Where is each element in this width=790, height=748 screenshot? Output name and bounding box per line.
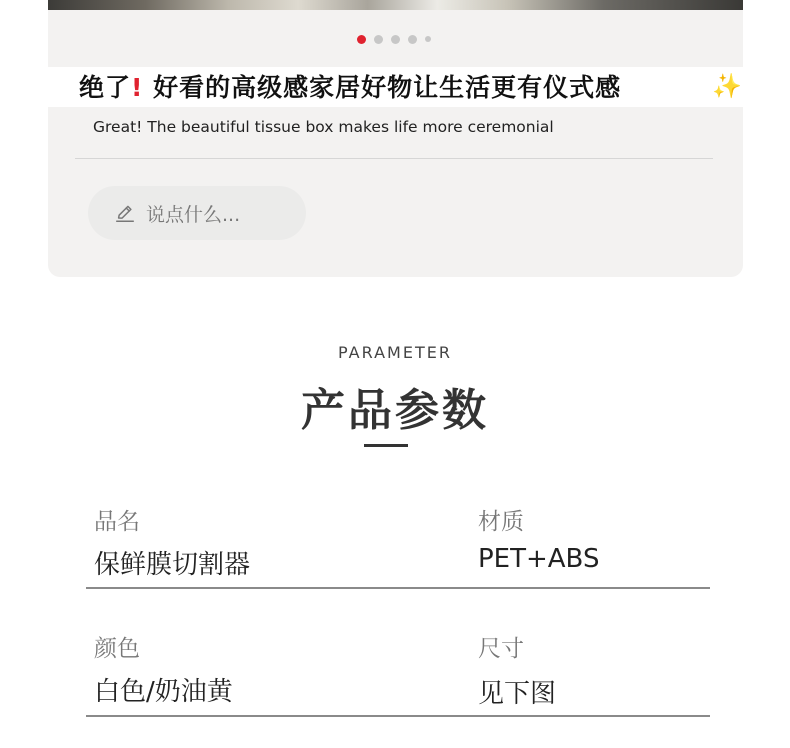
spec-label-size: 尺寸 — [478, 636, 524, 662]
title-underline — [364, 444, 408, 447]
headline-exclamation: ! — [131, 73, 144, 102]
spec-label-name: 品名 — [94, 509, 140, 535]
pencil-icon — [114, 202, 136, 224]
spec-value-color: 白色/奶油黄 — [94, 677, 233, 707]
post-headline — [79, 68, 621, 104]
product-photo[interactable] — [48, 0, 743, 10]
spec-label-color: 颜色 — [94, 636, 140, 662]
carousel-dot-2[interactable] — [374, 35, 383, 44]
spec-label-material: 材质 — [478, 509, 524, 535]
comment-placeholder: 说点什么... — [146, 203, 241, 226]
divider — [75, 158, 713, 159]
parameter-title-cn: 产品参数 — [301, 385, 489, 436]
parameter-title-en: PARAMETER — [338, 343, 452, 362]
headline-lead: 绝了 — [79, 73, 132, 102]
sparkle-icon: ✨ — [712, 72, 742, 100]
carousel-dot-3[interactable] — [391, 35, 400, 44]
carousel-dot-5[interactable] — [425, 36, 431, 42]
row-divider — [86, 715, 710, 717]
comment-input-button[interactable] — [88, 186, 306, 240]
row-divider — [86, 587, 710, 589]
spec-value-size: 见下图 — [478, 679, 557, 709]
carousel-dot-4[interactable] — [408, 35, 417, 44]
post-subtitle: Great! The beautiful tissue box makes life more ceremonial — [93, 118, 554, 136]
spec-value-name: 保鲜膜切割器 — [94, 550, 251, 580]
post-card — [48, 0, 743, 277]
spec-value-material: PET+ABS — [478, 544, 600, 574]
carousel-indicator — [357, 34, 439, 44]
headline-text: 好看的高级感家居好物让生活更有仪式感 — [143, 73, 622, 102]
carousel-dot-1[interactable] — [357, 35, 366, 44]
